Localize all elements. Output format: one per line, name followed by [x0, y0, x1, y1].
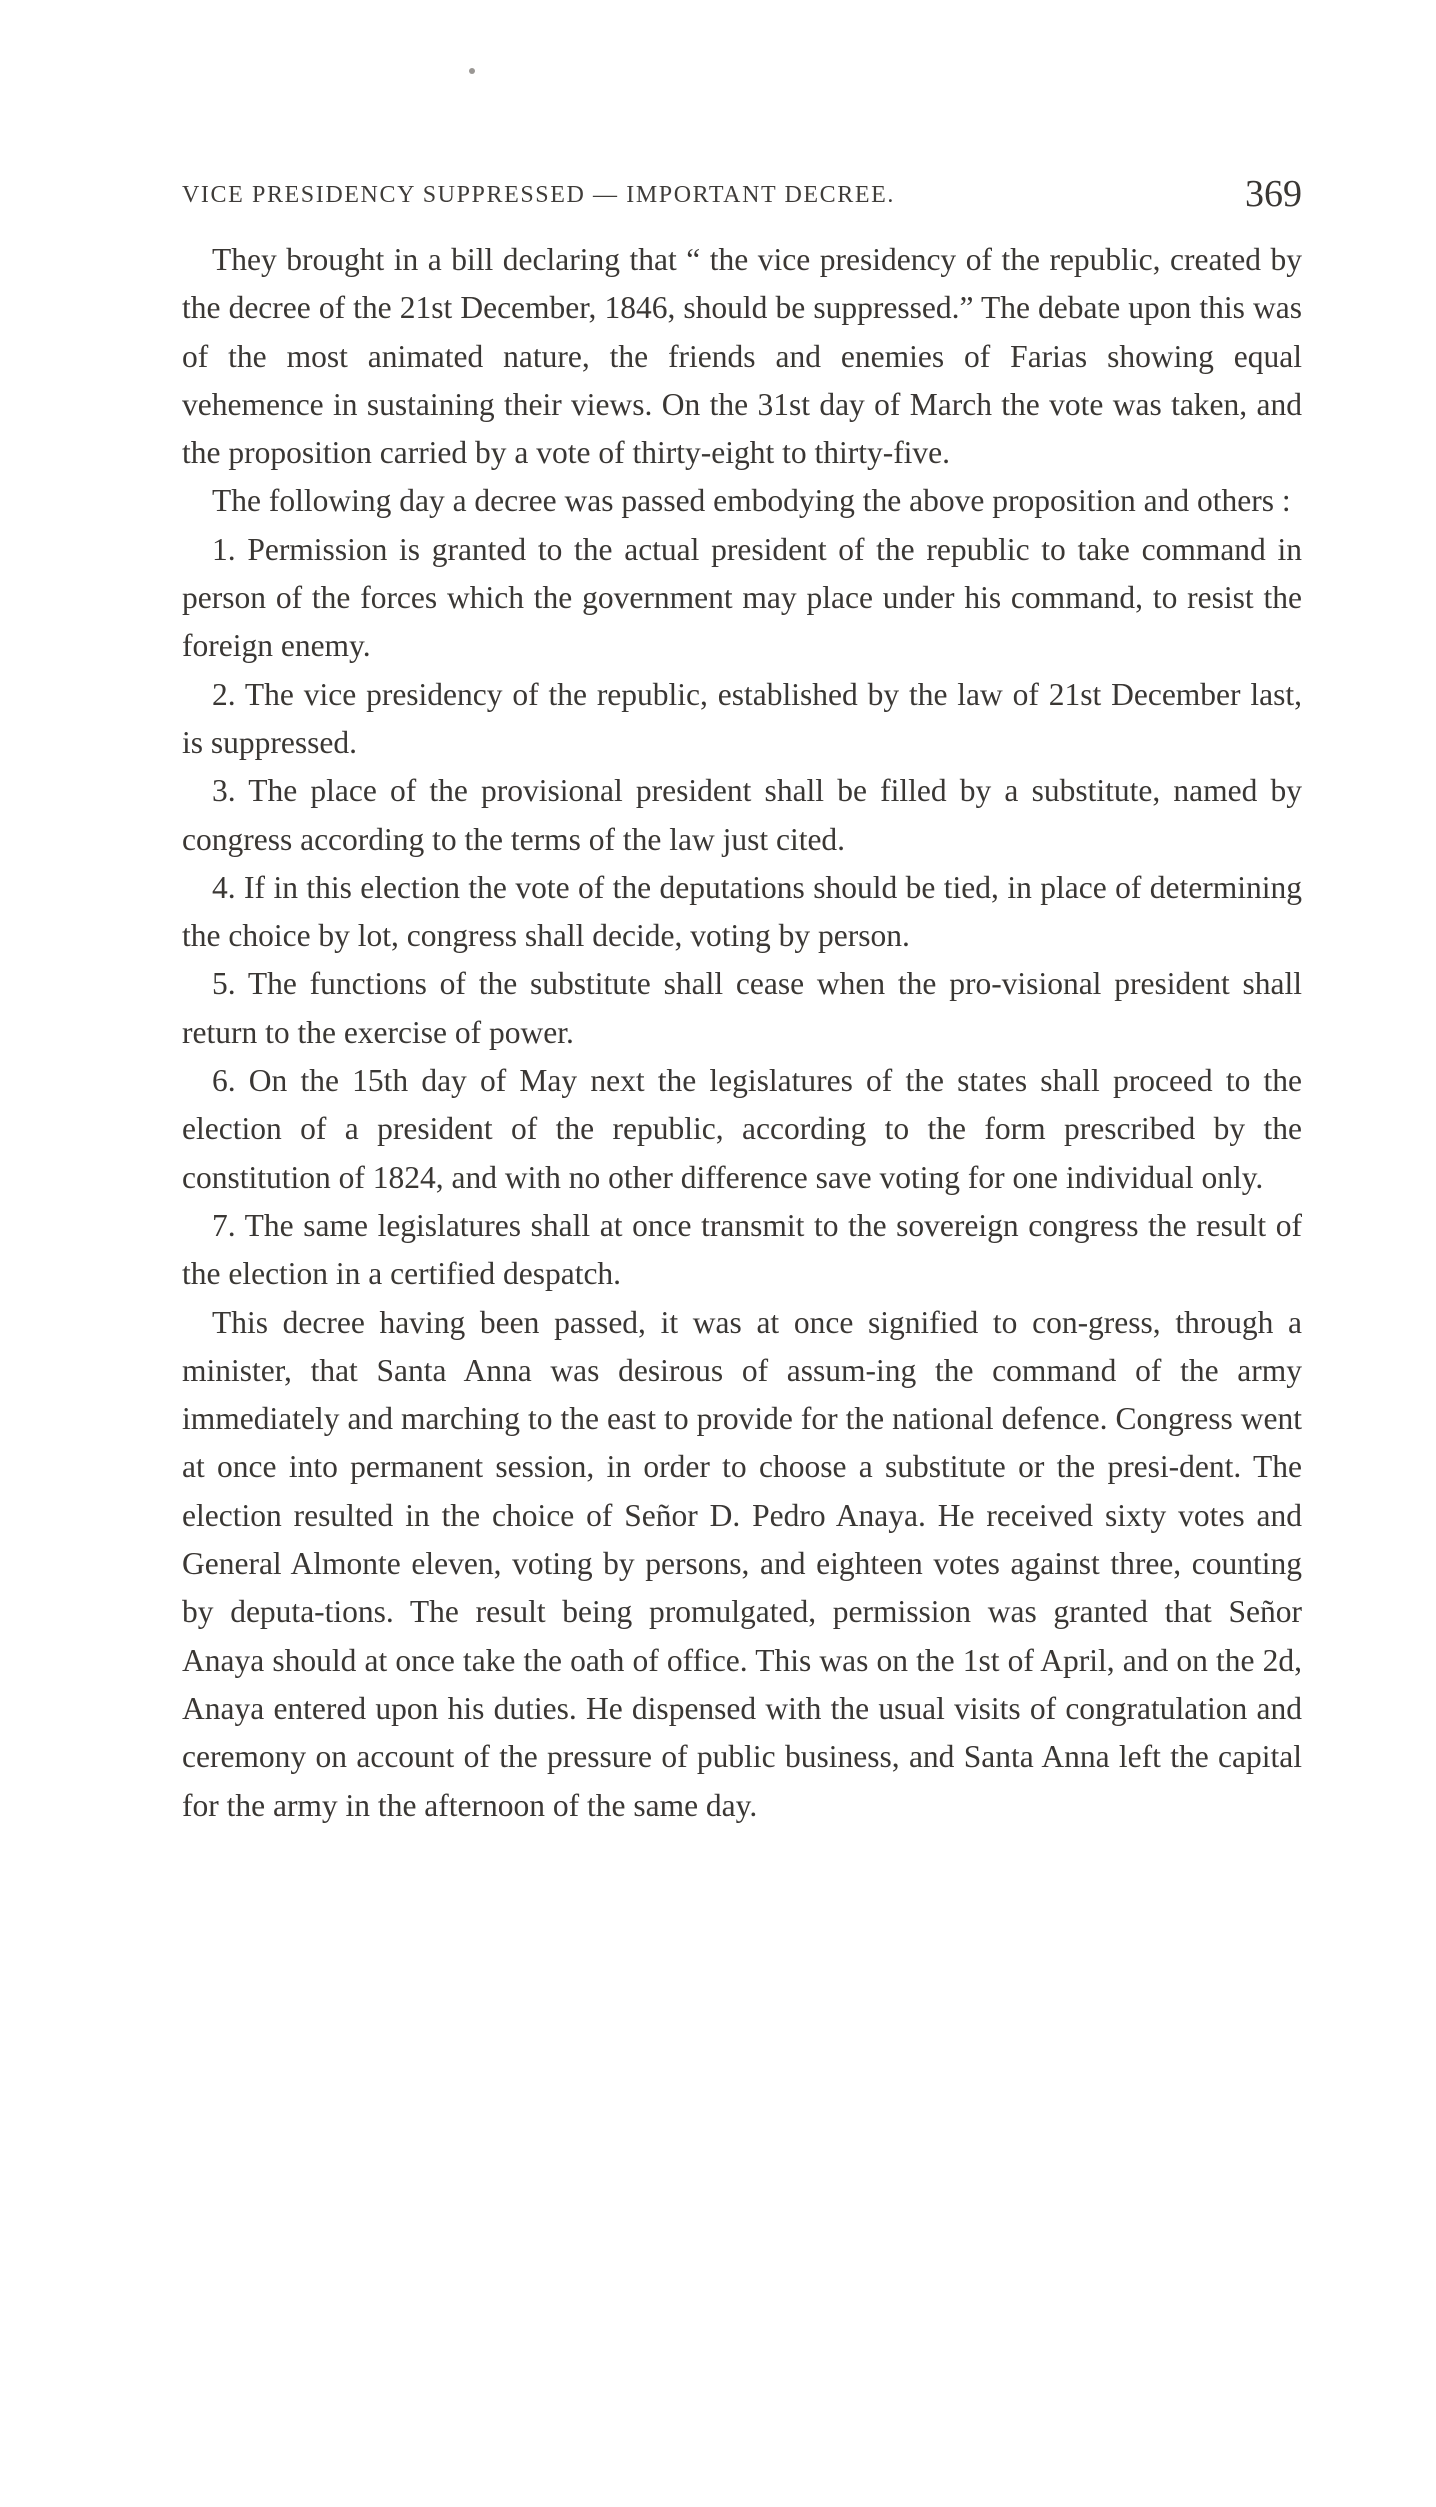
page-header	[182, 172, 1302, 222]
decree-article-3: 3. The place of the provisional president shall be filled by a substitute, named by congress according to the terms of the law just cited.	[182, 773, 1302, 857]
decree-article-2: 2. The vice presidency of the republic, established by the law of 21st December last, is suppressed.	[182, 676, 1302, 760]
decree-article-1: 1. Permission is granted to the actual president of the republic to take command in person of the forces which the government may place under his command, to resist the foreign enemy.	[182, 531, 1302, 664]
paragraph-bill: They brought in a bill declaring that “ the vice presidency of the republic, created by the decree of the 21st December, 1846, should be suppressed.” The debate upon this was of the most animated nature, the friends and enemies of Farias showing equal vehemence in sustaining their views. On the 31st day of March the vote was taken, and the proposition carried by a vote of thirty-eight to thirty-five.	[182, 242, 1302, 471]
paragraph-anaya-election: This decree having been passed, it was at once signified to con-gress, through a minister, that Santa Anna was desirous of assum-ing the command of the army immediately and marching to the east to provide for the national defence. Congress went at once into permanent session, in order to choose a substitute or the presi-dent. The election resulted in the choice of Señor D. Pedro Anaya. He received sixty votes and General Almonte eleven, voting by persons, and eighteen votes against three, counting by deputa-tions. The result being promulgated, permission was granted that Señor Anaya should at once take the oath of office. This was on the 1st of April, and on the 2d, Anaya entered upon his duties. He dispensed with the usual visits of congratulation and ceremony on account of the pressure of public business, and Santa Anna left the capital for the army in the afternoon of the same day.	[182, 1304, 1302, 1823]
decree-article-7: 7. The same legislatures shall at once transmit to the sovereign congress the result of the election in a certified despatch.	[182, 1207, 1302, 1292]
running-title: VICE PRESIDENCY SUPPRESSED — IMPORTANT DECREE.	[182, 182, 895, 208]
page-body	[182, 236, 1302, 1830]
decree-article-5: 5. The functions of the substitute shall cease when the pro-visional president shall return to the exercise of power.	[182, 966, 1302, 1050]
decree-article-4: 4. If in this election the vote of the deputations should be tied, in place of determining the choice by lot, congress shall decide, voting by person.	[182, 869, 1302, 954]
ink-speck	[469, 68, 475, 74]
decree-article-6: 6. On the 15th day of May next the legislatures of the states shall proceed to the election of a president of the republic, according to the form prescribed by the constitution of 1824, and with no other difference save voting for one individual only.	[182, 1063, 1302, 1195]
page-number: 369	[1245, 173, 1302, 215]
paragraph-decree-intro: The following day a decree was passed embodying the above proposition and others :	[212, 483, 1291, 519]
